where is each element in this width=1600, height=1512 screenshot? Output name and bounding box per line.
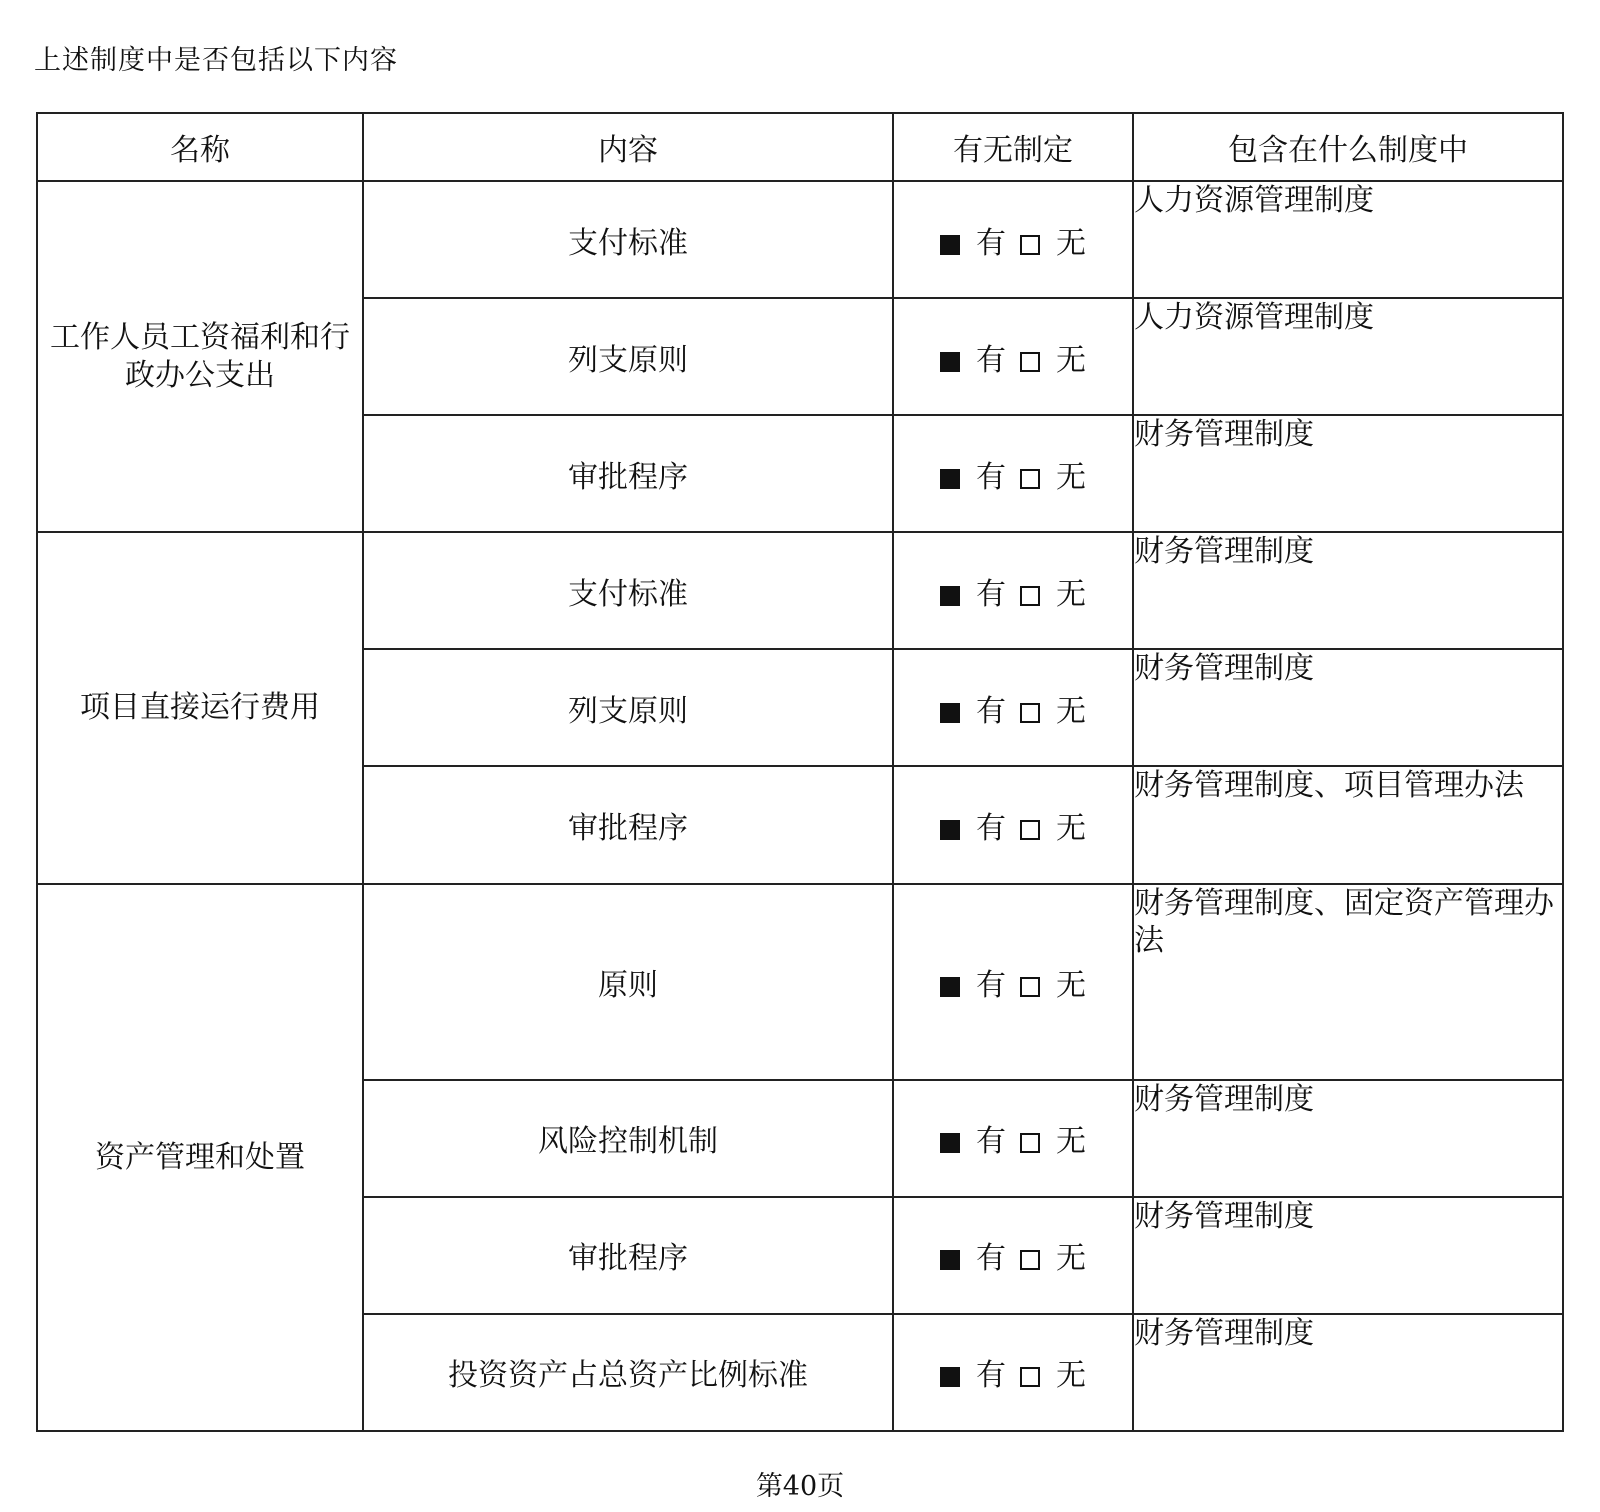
category-name: 资产管理和处置	[37, 884, 363, 1431]
policy-table	[36, 112, 1564, 1432]
header-established: 有无制定	[893, 113, 1133, 181]
established-status	[893, 415, 1133, 532]
checked-box-icon[interactable]	[940, 1367, 960, 1387]
established-status	[893, 649, 1133, 766]
policy-table-body	[37, 181, 1563, 1431]
checked-box-icon[interactable]	[940, 703, 960, 723]
intro-text: 上述制度中是否包括以下内容	[34, 45, 398, 76]
included-in-policy: 财务管理制度	[1133, 1314, 1563, 1431]
content-item: 列支原则	[363, 298, 893, 415]
content-item: 支付标准	[363, 532, 893, 649]
unchecked-box-icon[interactable]	[1020, 352, 1040, 372]
table-row	[37, 532, 1563, 649]
category-name: 工作人员工资福利和行政办公支出	[37, 181, 363, 532]
no-label: 无	[1056, 693, 1086, 729]
included-in-policy: 财务管理制度、项目管理办法	[1133, 766, 1563, 883]
no-label: 无	[1056, 225, 1086, 261]
content-item: 风险控制机制	[363, 1080, 893, 1197]
established-status	[893, 1197, 1133, 1314]
unchecked-box-icon[interactable]	[1020, 586, 1040, 606]
no-label: 无	[1056, 576, 1086, 612]
content-item: 审批程序	[363, 766, 893, 883]
yes-label: 有	[976, 1358, 1006, 1394]
checked-box-icon[interactable]	[940, 1133, 960, 1153]
included-in-policy: 财务管理制度	[1133, 649, 1563, 766]
content-item: 原则	[363, 884, 893, 1080]
yes-label: 有	[976, 342, 1006, 378]
no-label: 无	[1056, 1124, 1086, 1160]
table-header-row	[37, 113, 1563, 181]
content-item: 列支原则	[363, 649, 893, 766]
established-status	[893, 1314, 1133, 1431]
checked-box-icon[interactable]	[940, 820, 960, 840]
content-item: 支付标准	[363, 181, 893, 298]
included-in-policy: 人力资源管理制度	[1133, 298, 1563, 415]
included-in-policy: 财务管理制度、固定资产管理办法	[1133, 884, 1563, 1080]
category-name: 项目直接运行费用	[37, 532, 363, 883]
content-item: 审批程序	[363, 415, 893, 532]
checked-box-icon[interactable]	[940, 352, 960, 372]
unchecked-box-icon[interactable]	[1020, 1250, 1040, 1270]
yes-label: 有	[976, 967, 1006, 1003]
included-in-policy: 财务管理制度	[1133, 532, 1563, 649]
established-status	[893, 766, 1133, 883]
unchecked-box-icon[interactable]	[1020, 703, 1040, 723]
checked-box-icon[interactable]	[940, 1250, 960, 1270]
established-status	[893, 1080, 1133, 1197]
yes-label: 有	[976, 459, 1006, 495]
no-label: 无	[1056, 459, 1086, 495]
checked-box-icon[interactable]	[940, 977, 960, 997]
checked-box-icon[interactable]	[940, 586, 960, 606]
included-in-policy: 人力资源管理制度	[1133, 181, 1563, 298]
table-row	[37, 884, 1563, 1080]
unchecked-box-icon[interactable]	[1020, 1133, 1040, 1153]
established-status	[893, 884, 1133, 1080]
established-status	[893, 532, 1133, 649]
no-label: 无	[1056, 342, 1086, 378]
header-name: 名称	[37, 113, 363, 181]
header-content: 内容	[363, 113, 893, 181]
table-row	[37, 181, 1563, 298]
established-status	[893, 181, 1133, 298]
no-label: 无	[1056, 811, 1086, 847]
checked-box-icon[interactable]	[940, 235, 960, 255]
checked-box-icon[interactable]	[940, 469, 960, 489]
included-in-policy: 财务管理制度	[1133, 1080, 1563, 1197]
unchecked-box-icon[interactable]	[1020, 469, 1040, 489]
included-in-policy: 财务管理制度	[1133, 1197, 1563, 1314]
yes-label: 有	[976, 225, 1006, 261]
no-label: 无	[1056, 967, 1086, 1003]
unchecked-box-icon[interactable]	[1020, 977, 1040, 997]
content-item: 投资资产占总资产比例标准	[363, 1314, 893, 1431]
included-in-policy: 财务管理制度	[1133, 415, 1563, 532]
no-label: 无	[1056, 1241, 1086, 1277]
unchecked-box-icon[interactable]	[1020, 235, 1040, 255]
page-number: 第40页	[755, 1471, 845, 1502]
unchecked-box-icon[interactable]	[1020, 820, 1040, 840]
content-item: 审批程序	[363, 1197, 893, 1314]
yes-label: 有	[976, 1241, 1006, 1277]
yes-label: 有	[976, 693, 1006, 729]
yes-label: 有	[976, 576, 1006, 612]
no-label: 无	[1056, 1358, 1086, 1394]
header-included-in: 包含在什么制度中	[1133, 113, 1563, 181]
unchecked-box-icon[interactable]	[1020, 1367, 1040, 1387]
yes-label: 有	[976, 1124, 1006, 1160]
yes-label: 有	[976, 811, 1006, 847]
established-status	[893, 298, 1133, 415]
